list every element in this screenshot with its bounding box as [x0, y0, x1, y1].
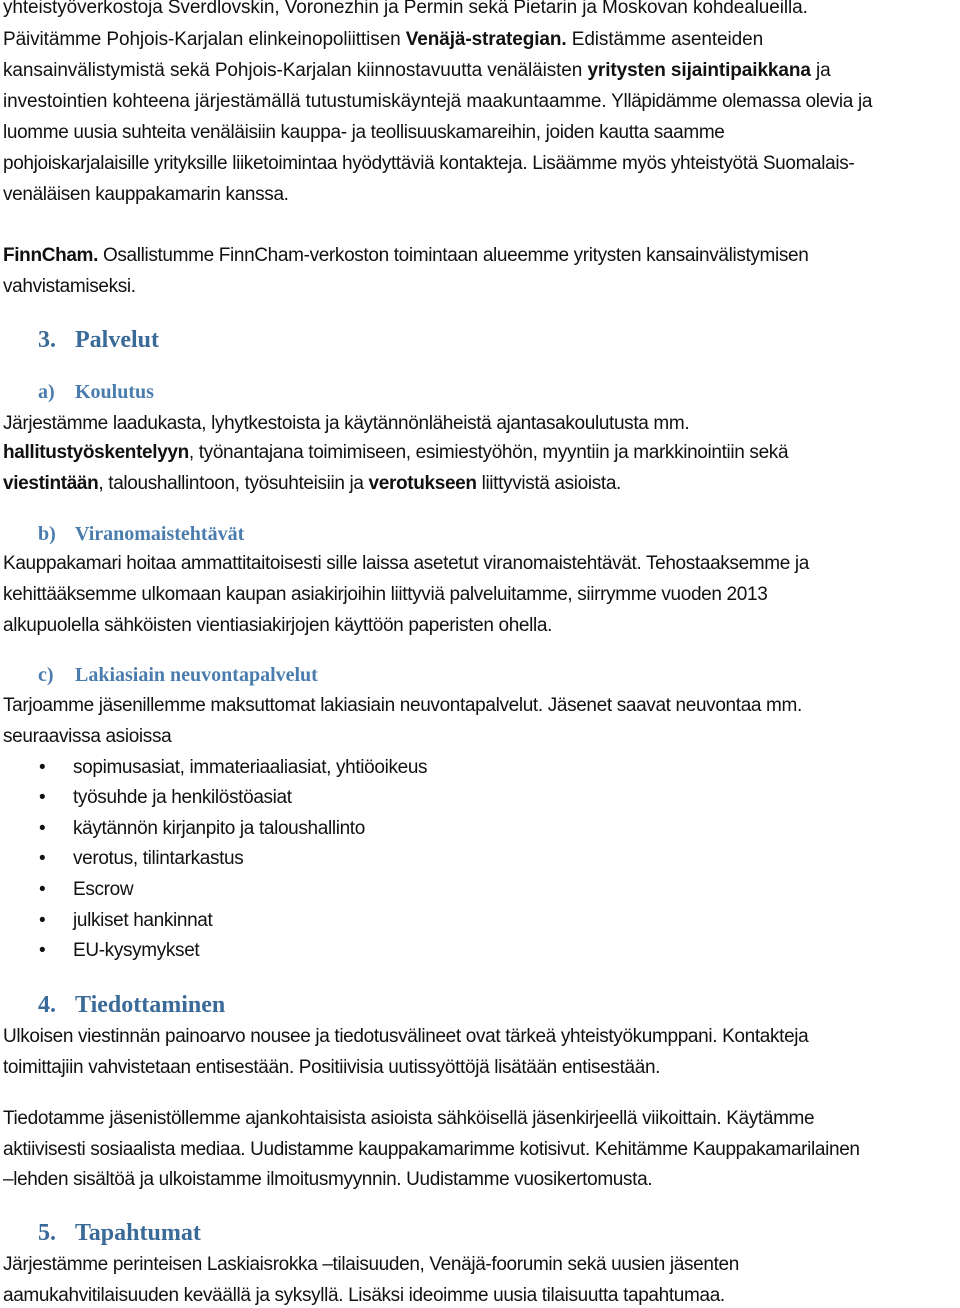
intro-line: luomme uusia suhteita venäläisiin kauppa- ja teollisuuskamareihin, joiden kautta saamme	[3, 122, 725, 143]
bullet-icon: •	[39, 910, 46, 931]
viranomais-text: alkupuolella sähköisten vientiasiakirjojen käyttöön paperisten ohella.	[3, 615, 553, 636]
viranomais-text: Kauppakamari hoitaa ammattitaitoisesti sille laissa asetetut viranomaistehtävät. Tehostaaksemme ja	[3, 553, 809, 574]
intro-line: Päivitämme Pohjois-Karjalan elinkeinopoliittisen Venäjä-strategian. Edistämme asenteiden	[3, 29, 764, 50]
viranomais-text: kehittääksemme ulkomaan kaupan asiakirjoihin liittyviä palveluitamme, siirrymme vuoden 2013	[3, 584, 768, 605]
tapahtumat-text: Järjestämme perinteisen Laskiaisrokka –tilaisuuden, Venäjä-foorumin sekä uusien jäsenten	[3, 1254, 739, 1275]
intro-line: venäläisen kauppakamarin kanssa.	[3, 184, 289, 205]
koulutus-text: hallitustyöskentelyyn, työnantajana toimimiseen, esimiestyöhön, myyntiin ja markkinointiin sekä	[3, 442, 789, 463]
intro-line: kansainvälistymistä sekä Pohjois-Karjalan kiinnostavuutta venäläisten yritysten sijaintipaikkana ja	[3, 60, 831, 81]
list-item: julkiset hankinnat	[73, 910, 213, 931]
tiedottaminen-text: Ulkoisen viestinnän painoarvo nousee ja tiedotusvälineet ovat tärkeä yhteistyökumppani. Kontakteja	[3, 1026, 809, 1047]
finncham-paragraph: vahvistamiseksi.	[3, 276, 136, 297]
bullet-icon: •	[39, 818, 46, 839]
finncham-paragraph: FinnCham. Osallistumme FinnCham-verkoston toimintaan alueemme yritysten kansainvälistymisen	[3, 245, 809, 266]
koulutus-text: Järjestämme laadukasta, lyhytkestoista ja käytännönläheistä ajantasakoulutusta mm.	[3, 413, 690, 434]
tapahtumat-text: aamukahvitilaisuuden keväällä ja syksyllä. Lisäksi ideoimme uusia tilaisuutta tapahtumaa.	[3, 1285, 725, 1306]
lakiasiain-text: Tarjoamme jäsenillemme maksuttomat lakiasiain neuvontapalvelut. Jäsenet saavat neuvontaa mm.	[3, 695, 802, 716]
list-item: sopimusasiat, immateriaaliasiat, yhtiöoikeus	[73, 757, 428, 778]
tiedottaminen-text: toimittajiin vahvistetaan entisestään. Positiivisia uutissyöttöjä lisätään entisestään.	[3, 1057, 661, 1078]
tiedottaminen-text: aktiivisesti sosiaalista mediaa. Uudistamme kauppakamarimme kotisivut. Kehitämme Kauppakamarilainen	[3, 1139, 860, 1160]
bullet-icon: •	[39, 848, 46, 869]
intro-line: pohjoiskarjalaisille yrityksille liiketoimintaa hyödyttäviä kontakteja. Lisäämme myös yhteistyötä Suomalais-	[3, 153, 855, 174]
intro-line: investointien kohteena järjestämällä tutustumiskäyntejä maakuntaamme. Ylläpidämme olemassa olevia ja	[3, 91, 873, 112]
list-item: Escrow	[73, 879, 134, 900]
tiedottaminen-text: –lehden sisältöä ja ulkoistamme ilmoitusmyynnin. Uudistamme vuosikertomusta.	[3, 1169, 653, 1190]
list-item: käytännön kirjanpito ja taloushallinto	[73, 818, 365, 839]
section-heading-tapahtumat: 5. Tapahtumat	[38, 1220, 201, 1246]
bullet-icon: •	[39, 787, 46, 808]
bullet-icon: •	[39, 940, 46, 961]
bullet-icon: •	[39, 879, 46, 900]
list-item: työsuhde ja henkilöstöasiat	[73, 787, 292, 808]
list-item: verotus, tilintarkastus	[73, 848, 244, 869]
subheading-viranomaistehtavat: b) Viranomaistehtävät	[38, 523, 245, 545]
subheading-lakiasiain: c) Lakiasiain neuvontapalvelut	[38, 664, 318, 686]
intro-line: yhteistyöverkostoja Sverdlovskin, Voronezhin ja Permin sekä Pietarin ja Moskovan kohdealueilla.	[3, 0, 808, 18]
section-heading-palvelut: 3. Palvelut	[38, 327, 159, 353]
koulutus-text: viestintään, taloushallintoon, työsuhteisiin ja verotukseen liittyvistä asioista.	[3, 473, 621, 494]
section-heading-tiedottaminen: 4. Tiedottaminen	[38, 992, 226, 1018]
tiedottaminen-text: Tiedotamme jäsenistöllemme ajankohtaisista asioista sähköisellä jäsenkirjeellä viikoittain. Käytämme	[3, 1108, 815, 1129]
lakiasiain-text: seuraavissa asioissa	[3, 726, 172, 747]
bullet-icon: •	[39, 757, 46, 778]
subheading-koulutus: a) Koulutus	[38, 381, 154, 403]
list-item: EU-kysymykset	[73, 940, 200, 961]
